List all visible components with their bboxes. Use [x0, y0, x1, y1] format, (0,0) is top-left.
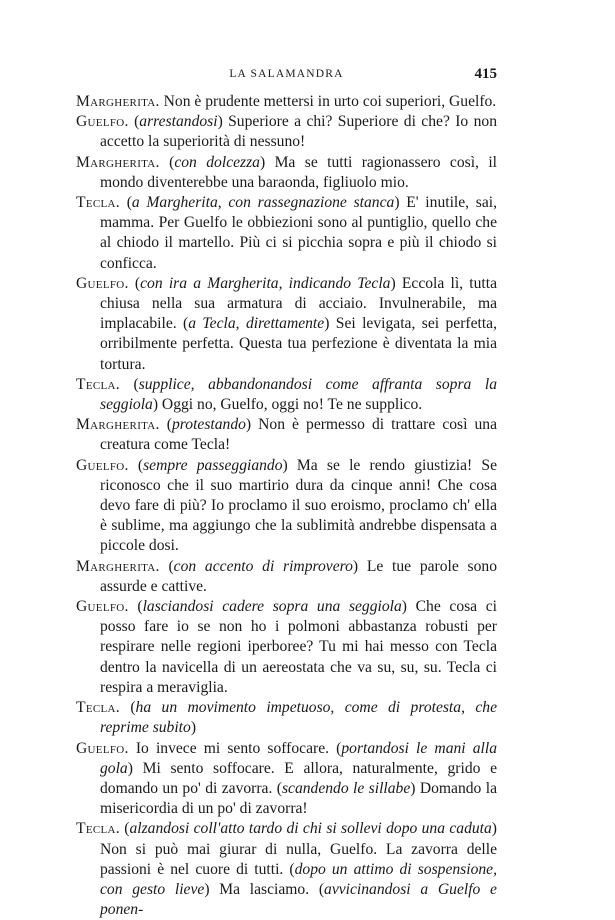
speech-text: ) Superiore a chi? Superiore di che? Io non accetto la superiorità di nessuno!	[100, 113, 498, 151]
speech-paragraph	[76, 375, 497, 415]
speaker-name: Tecla.	[76, 699, 120, 717]
speech-paragraph	[76, 415, 497, 455]
speech-paragraph	[76, 92, 497, 112]
speaker-name: Margherita.	[76, 93, 160, 110]
speaker-name: Tecla.	[76, 375, 120, 393]
stage-direction: scandendo le sillabe	[281, 779, 411, 797]
speech-text: Io invece mi sento soffocare. (	[128, 739, 342, 757]
speech-paragraph	[76, 557, 497, 597]
speech-text: (	[119, 699, 136, 717]
stage-direction: supplice, abbandonandosi come affranta sopra la seggiola	[100, 375, 497, 414]
stage-direction: con dolcezza	[174, 153, 260, 171]
stage-direction: lasciandosi cadere sopra una seggiola	[142, 598, 402, 616]
dialogue-text	[76, 92, 497, 920]
speaker-name: Tecla.	[76, 194, 120, 212]
speech-text: (	[119, 194, 132, 212]
speaker-name: Guelfo.	[76, 456, 129, 474]
speaker-name: Tecla.	[76, 820, 120, 838]
speech-text: ) Non è permesso di trattare così una creatura come Tecla!	[100, 416, 497, 454]
speech-text: ) Sei levigata, sei perfetta, orribilmente perfetta. Questa tua perfezione è diventata la mia tortura.	[100, 315, 497, 373]
speaker-name: Margherita.	[76, 153, 160, 171]
speech-text: (	[159, 416, 172, 434]
speech-text: (	[128, 456, 144, 474]
speaker-name: Margherita.	[76, 416, 160, 434]
page-number: 415	[474, 66, 497, 82]
stage-direction: alzandosi coll'atto tardo di chi si sollevi dopo una caduta	[129, 820, 492, 838]
speech-text: (	[128, 113, 140, 131]
speech-paragraph	[76, 193, 497, 274]
speech-paragraph	[76, 819, 497, 920]
speech-text: ) Che cosa ci posso fare io se non ho i polmoni abbastanza robusti per respirare nelle regioni iperboree? Tu mi hai messo con Tecla dentro la navicella di un aereostata che va su, su, su. Tecla ci respira a meraviglia.	[100, 598, 498, 696]
speech-text: Non è prudente mettersi in urto coi superiori, Guelfo.	[159, 93, 497, 110]
stage-direction: a Tecla, direttamente	[188, 315, 325, 333]
stage-direction: con accento di rimprovero	[173, 557, 353, 575]
speech-text: (	[159, 153, 175, 171]
speaker-name: Guelfo.	[76, 113, 129, 131]
speech-text: ) Ma lasciamo. (	[204, 880, 325, 898]
speech-text: ) Ma se le rendo giustizia! Se riconosco che il suo martirio dura da cinque anni! Che cosa devo fare di più? Io proclamo il suo eroismo, proclamo ch' ella è sublime, ma aggiungo che la sublimità andrebbe dispensata a piccole dosi.	[100, 456, 498, 555]
page-header	[76, 66, 497, 84]
speech-paragraph	[76, 112, 497, 152]
stage-direction: ha un movimento impetuoso, come di protesta, che reprime subito	[100, 699, 497, 737]
stage-direction: avvicinandosi a Guelfo e ponen-	[100, 880, 497, 919]
speech-paragraph	[76, 739, 497, 820]
stage-direction: portandosi le mani alla gola	[100, 739, 497, 777]
speaker-name: Guelfo.	[76, 274, 129, 292]
speech-text: ) Eccola lì, tutta chiusa nella sua armatura di acciaio. Invulnerabile, ma implacabile. (	[100, 274, 497, 333]
stage-direction: dopo un attimo di sospensione, con gesto lieve	[100, 860, 497, 898]
speech-text: (	[159, 557, 174, 575]
stage-direction: sempre passeggiando	[143, 456, 283, 474]
speech-paragraph	[76, 153, 497, 193]
speech-text: ) Mi sento soffocare. E allora, naturalmente, grido e domando un po' di zavorra. (	[100, 759, 497, 797]
speaker-name: Guelfo.	[76, 598, 129, 616]
speech-text: ) Le tue parole sono assurde e cattive.	[100, 557, 497, 595]
stage-direction: arrestandosi	[139, 113, 218, 131]
speech-paragraph	[76, 274, 497, 375]
stage-direction: a Margherita, con rassegnazione stanca	[131, 194, 395, 212]
speech-text: ) Ma se tutti ragionassero così, il mondo diventerebbe una baraonda, figliuolo mio.	[100, 153, 497, 191]
speech-text: )	[190, 719, 197, 737]
speech-text: (	[128, 274, 141, 292]
speech-paragraph	[76, 597, 497, 698]
speech-paragraph	[76, 698, 497, 738]
speech-text: (	[119, 375, 139, 393]
running-title: LA SALAMANDRA	[229, 68, 344, 80]
stage-direction: protestando	[171, 416, 246, 434]
speech-text: ) E' inutile, sai, mamma. Per Guelfo le obbiezioni sono al puntiglio, quello che al chiodo il martello. Più ci si picchia sopra e più il chiodo si conficca.	[100, 194, 498, 272]
speech-paragraph	[76, 456, 497, 557]
stage-direction: con ira a Margherita, indicando Tecla	[140, 274, 391, 292]
speech-text: (	[119, 820, 130, 838]
speech-text: ) Non si può mai giurar di nulla, Guelfo. La zavorra delle passioni è nel cuore di tutti. (	[100, 820, 497, 878]
speaker-name: Guelfo.	[76, 739, 129, 757]
speaker-name: Margherita.	[76, 557, 160, 575]
speech-text: ) Domando la misericordia di un po' di zavorra!	[100, 779, 497, 818]
speech-text: (	[128, 598, 143, 616]
speech-text: ) Oggi no, Guelfo, oggi no! Te ne supplico.	[152, 396, 423, 414]
